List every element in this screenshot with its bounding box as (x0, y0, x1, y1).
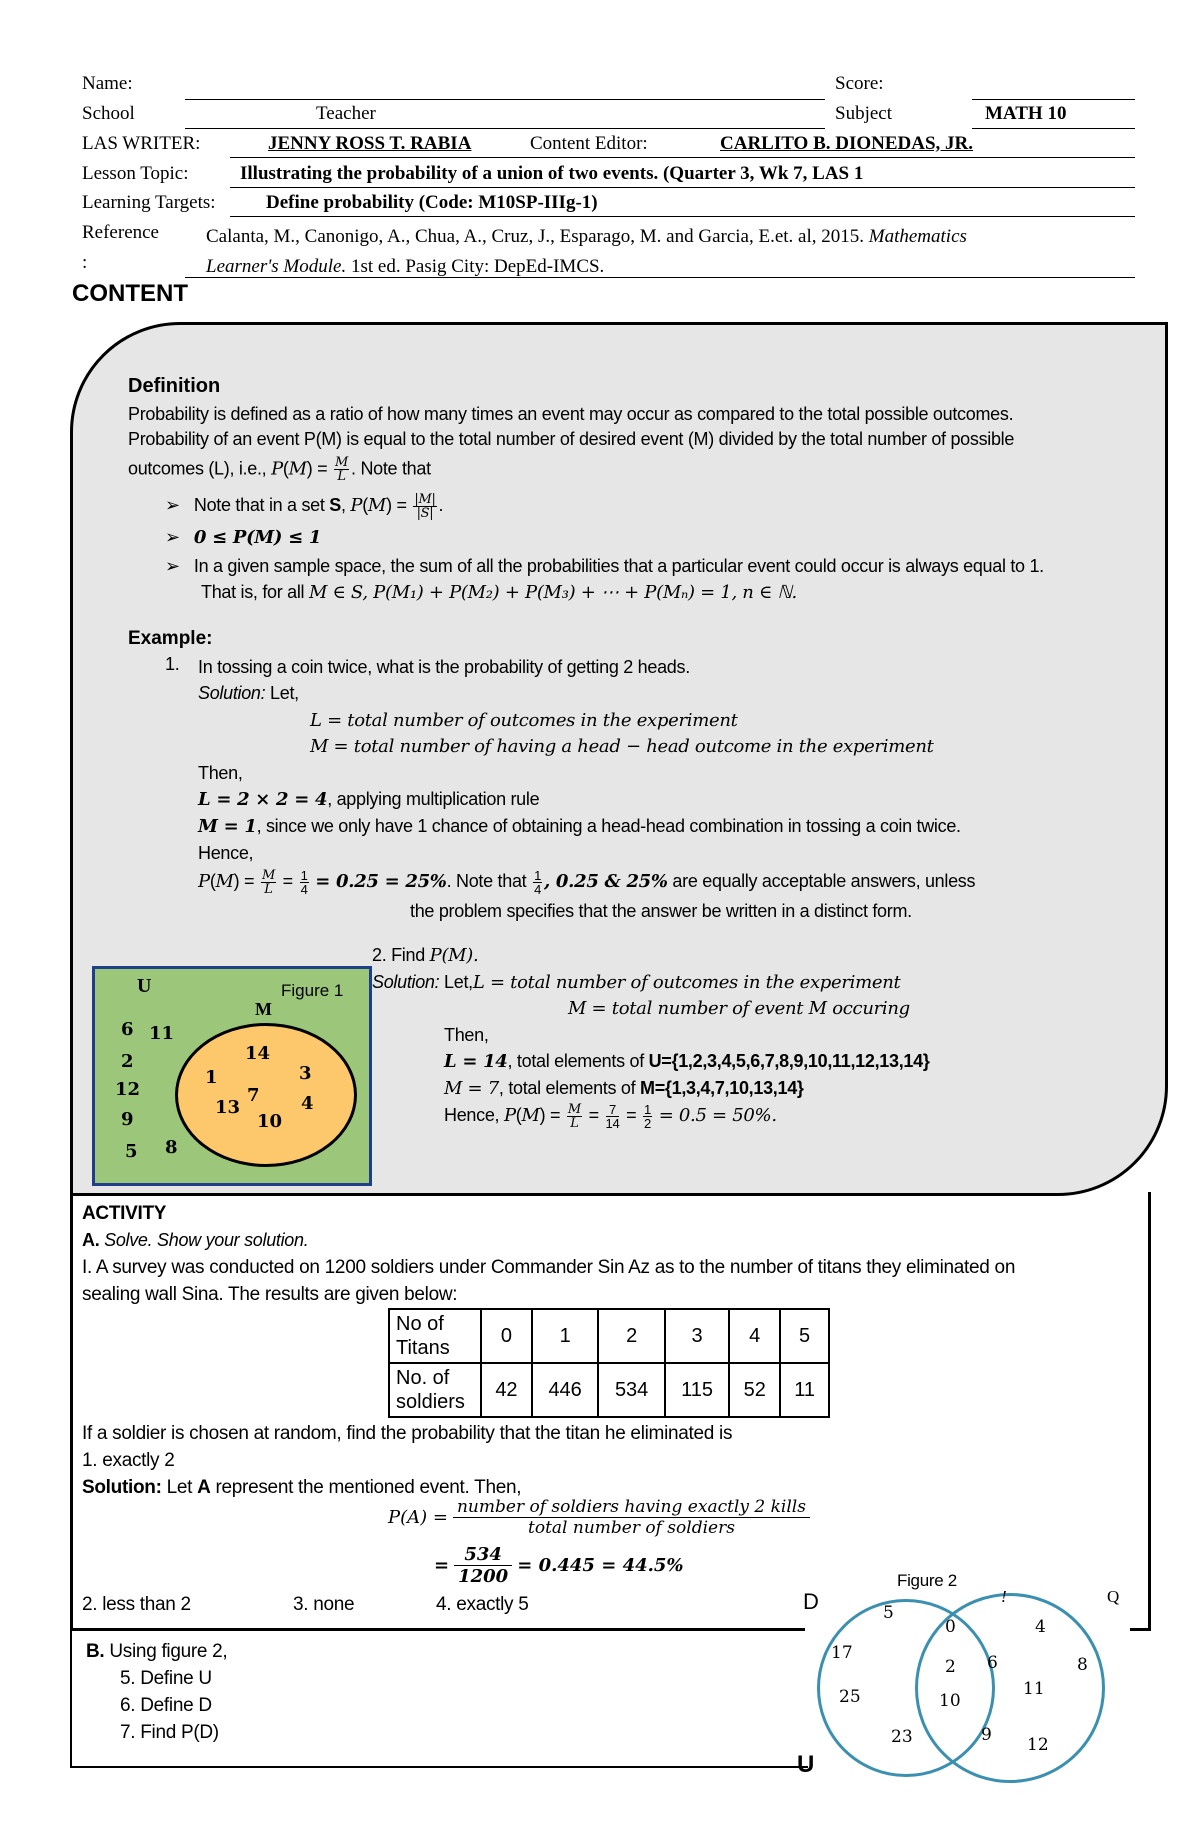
reference-colon: : (82, 252, 88, 273)
figure1-outside-11: 11 (149, 1023, 175, 1044)
figure2-q-11: 11 (1023, 1679, 1045, 1699)
reference-line (185, 277, 1135, 278)
las-writer-value: JENNY ROSS T. RABIA (268, 133, 472, 154)
table-row (389, 1309, 829, 1363)
table-cell: 4 (729, 1309, 780, 1363)
figure1-outside-8: 8 (165, 1137, 178, 1158)
figure2-d-label: D (803, 1589, 819, 1614)
bullet-3-cont: That is, for all M ∈ S, P(M₁) + P(M₂) + P(M₃) + ⋯ + P(Mₙ) = 1, n ∈ ℕ. (201, 581, 797, 603)
example2-solution: Solution: Let,L = total number of outcomes in the experiment (372, 972, 901, 993)
table-cell: 52 (729, 1363, 780, 1417)
table-header-titans: No of Titans (389, 1309, 481, 1363)
learning-targets-label: Learning Targets: (82, 192, 216, 213)
table-cell: 446 (532, 1363, 599, 1417)
activity-solution: Solution: Let A represent the mentioned event. Then, (82, 1477, 522, 1498)
activity-item-1: 1. exactly 2 (82, 1450, 175, 1471)
table-cell: 3 (665, 1309, 729, 1363)
definition-text (128, 402, 1128, 483)
example-l-calc: L = 2 × 2 = 4, applying multiplication rule (198, 789, 540, 810)
definition-line-3: outcomes (L), i.e., P(M) = $\frac{M}{L}$ . Note that (128, 455, 431, 484)
table-cell: 0 (481, 1309, 532, 1363)
figure2-d-17: 17 (831, 1643, 853, 1663)
part-b-item-5: 5. Define U (120, 1668, 212, 1689)
table-row (389, 1363, 829, 1417)
bullet-2: ➢ 0 ≤ P(M) ≤ 1 (165, 526, 322, 548)
figure1-inside-7: 7 (247, 1085, 260, 1106)
part-b-heading: B. Using figure 2, (86, 1641, 228, 1662)
figure1-inside-3: 3 (299, 1063, 312, 1084)
figure1-inside-1: 1 (205, 1067, 218, 1088)
part-b-item-7: 7. Find P(D) (120, 1722, 219, 1743)
example-l-def: L = total number of outcomes in the experiment (310, 710, 738, 731)
figure2-q-12: 12 (1027, 1735, 1049, 1755)
figure2-q-8: 8 (1077, 1655, 1088, 1675)
figure2-both-10: 10 (939, 1691, 961, 1711)
activity-pa-formula: P(A) = number of soldiers having exactly 2 kills total number of soldiers (388, 1497, 810, 1538)
table-cell: 534 (598, 1363, 665, 1417)
reference-label: Reference (82, 222, 159, 243)
figure2-d-5: 5 (883, 1603, 894, 1623)
activity-section (82, 1200, 1142, 1308)
lesson-topic-value: Illustrating the probability of a union of two events. (Quarter 3, Wk 7, LAS 1 (240, 163, 864, 184)
example2-m-def: M = total number of event M occuring (568, 998, 910, 1019)
example2-result: Hence, P(M) = $\frac{M}{L}$ = $\frac{7}{14}$ = $\frac{1}{2}$ = 0.5 = 50%. (444, 1101, 777, 1131)
activity-pa-result: = $\frac{534}{1200}$ = 0.445 = 44.5% (434, 1544, 684, 1587)
part-b-section (86, 1638, 227, 1746)
example2-l-calc: L = 14, total elements of U={1,2,3,4,5,6,7,8,9,10,11,12,13,14} (444, 1051, 930, 1072)
content-editor-label: Content Editor: (530, 133, 648, 154)
figure1-label: Figure 1 (281, 981, 344, 1000)
school-line (185, 128, 825, 129)
figure1-inside-13: 13 (215, 1097, 241, 1118)
table-cell: 11 (780, 1363, 829, 1417)
example-result-note: the problem specifies that the answer be written in a distinct form. (410, 900, 912, 921)
definition-bullets (165, 492, 1125, 606)
lesson-topic-label: Lesson Topic: (82, 163, 189, 184)
figure2-venn (795, 1565, 1135, 1785)
figure2-both-2: 2 (945, 1657, 956, 1677)
figure2-d-25: 25 (839, 1687, 861, 1707)
figure2-label: Figure 2 (897, 1571, 957, 1590)
score-line (972, 99, 1135, 100)
part-b-item-6: 6. Define D (120, 1695, 212, 1716)
subject-label: Subject (835, 103, 892, 124)
activity-intro-2: sealing wall Sina. The results are given below: (82, 1284, 458, 1305)
activity-item-4: 4. exactly 5 (436, 1594, 529, 1615)
figure2-q-label: Q (1107, 1587, 1120, 1606)
titans-table (388, 1308, 830, 1418)
example-q1 (198, 654, 1098, 924)
name-line (185, 99, 825, 100)
figure1-outside-5: 5 (125, 1141, 138, 1162)
name-label: Name: (82, 73, 133, 94)
activity-question (82, 1420, 882, 1501)
figure1-u-label: U (137, 975, 152, 997)
subject-value: MATH 10 (985, 103, 1067, 124)
activity-intro-1: I. A survey was conducted on 1200 soldiers under Commander Sin Az as to the number of titans they eliminated on (82, 1257, 1016, 1278)
activity-title: ACTIVITY (82, 1203, 167, 1224)
table-header-soldiers: No. of soldiers (389, 1363, 481, 1417)
example-result: P(M) = $\frac{M}{L}$ = $\frac{1}{4}$ = 0.25 = 25%. Note that $\frac{1}{4}$ , 0.25 & 25% are equally acceptable answers, unless (198, 867, 976, 897)
example2-then: Then, (444, 1025, 489, 1045)
writer-line (230, 157, 1135, 158)
figure1-outside-12: 12 (115, 1079, 141, 1100)
school-label: School (82, 103, 135, 124)
figure1-outside-6: 6 (121, 1019, 134, 1040)
example-solution: Solution: Let, (198, 683, 299, 703)
teacher-label: Teacher (316, 103, 376, 124)
example-q1-number: 1. (165, 654, 180, 674)
figure1-inside-10: 10 (257, 1111, 283, 1132)
table-cell: 1 (532, 1309, 599, 1363)
content-editor-value: CARLITO B. DIONEDAS, JR. (720, 133, 974, 154)
example-q1-text: In tossing a coin twice, what is the probability of getting 2 heads. (198, 657, 690, 677)
activity-item-3: 3. none (293, 1594, 355, 1615)
activity-a: A. Solve. Show your solution. (82, 1230, 309, 1250)
subject-line (972, 128, 1135, 129)
figure2-q-4: 4 (1035, 1617, 1046, 1637)
example-m-calc: M = 1, since we only have 1 chance of obtaining a head-head combination in tossing a coin twice. (198, 816, 961, 837)
figure2-u-label: U (797, 1751, 815, 1778)
figure2-exclaim: ! (1001, 1587, 1007, 1606)
figure1-outside-9: 9 (121, 1109, 134, 1130)
example2-m-calc: M = 7, total elements of M={1,3,4,7,10,13,14} (444, 1078, 804, 1099)
example-then: Then, (198, 763, 243, 783)
topic-line (230, 187, 1135, 188)
figure2-q-6: 6 (987, 1653, 998, 1673)
example2-question: 2. Find P(M). (372, 945, 479, 966)
content-heading: CONTENT (72, 280, 188, 307)
las-writer-label: LAS WRITER: (82, 133, 201, 154)
learning-targets-value: Define probability (Code: M10SP-IIIg-1) (266, 192, 598, 213)
figure2-circle-q (915, 1593, 1105, 1783)
example2 (372, 942, 1152, 1130)
table-cell: 115 (665, 1363, 729, 1417)
figure2-both-0: 0 (945, 1617, 956, 1637)
example-hence: Hence, (198, 843, 254, 863)
figure1-inside-14: 14 (245, 1043, 271, 1064)
table-cell: 5 (780, 1309, 829, 1363)
figure1-venn (92, 966, 372, 1186)
activity-item-2: 2. less than 2 (82, 1594, 191, 1615)
bullet-3: ➢ In a given sample space, the sum of all the probabilities that a particular event could occur is always equal to 1. (165, 555, 1044, 576)
definition-title: Definition (128, 375, 221, 397)
figure2-d-23: 23 (891, 1727, 913, 1747)
definition-line-2: Probability of an event P(M) is equal to the total number of desired event (M) divided by the total number of possible (128, 429, 1015, 449)
reference-text: Calanta, M., Canonigo, A., Chua, A., Cruz, J., Esparago, M. and Garcia, E.et. al, 2015. Mathematics Learner's Module. 1st ed. Pasig City: DepEd-IMCS. (206, 226, 967, 277)
example-m-def: M = total number of having a head − head outcome in the experiment (310, 736, 934, 757)
table-cell: 2 (598, 1309, 665, 1363)
score-label: Score: (835, 73, 884, 94)
figure1-outside-2: 2 (121, 1051, 134, 1072)
example-title: Example: (128, 628, 213, 649)
table-cell: 42 (481, 1363, 532, 1417)
figure1-m-label: M (255, 999, 272, 1019)
activity-question-text: If a soldier is chosen at random, find the probability that the titan he eliminated is (82, 1423, 733, 1444)
figure2-q-9: 9 (981, 1725, 992, 1745)
targets-line (230, 216, 1135, 217)
definition-line-1: Probability is defined as a ratio of how many times an event may occur as compared to the total possible outcomes. (128, 404, 1014, 424)
figure1-inside-4: 4 (301, 1093, 314, 1114)
bullet-1: ➢ Note that in a set S, P(M) = $\frac{|M|}{|S|}$ . (165, 491, 444, 521)
